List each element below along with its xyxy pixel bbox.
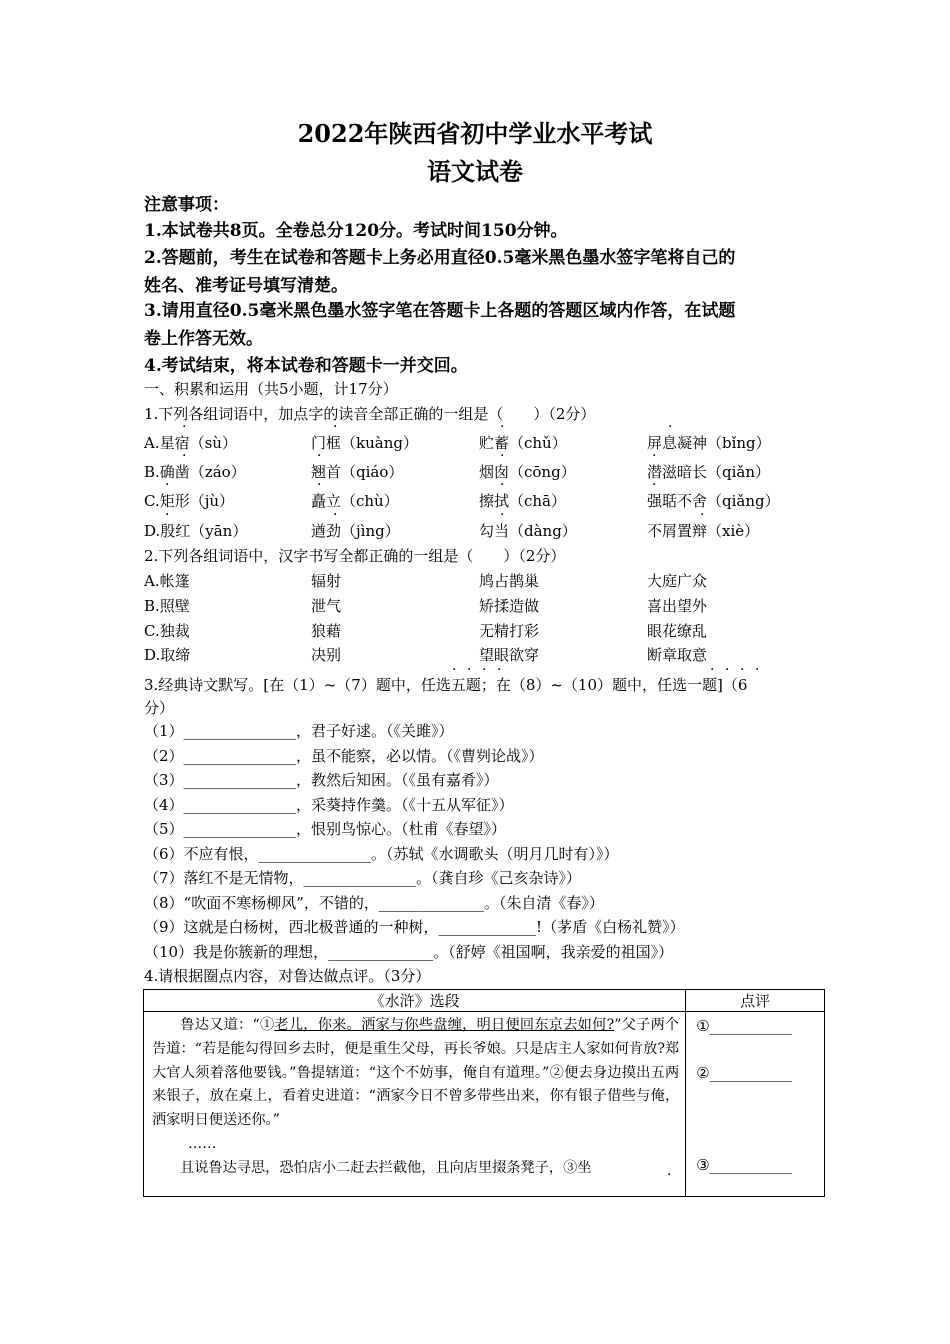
dictation-line: （8）“吹面不寒杨柳风”，不错的，______________。（朱自清《春》） bbox=[144, 894, 604, 912]
commentary-table bbox=[143, 989, 825, 1197]
option-d-3: 勾当（dàng） bbox=[479, 522, 577, 540]
emphasis-dot: · bbox=[333, 507, 338, 523]
passage-ellipsis: …… bbox=[188, 1135, 217, 1152]
option-c-2: 狼藉 bbox=[311, 622, 342, 640]
emphasis-dot: · bbox=[652, 448, 657, 464]
emphasis-dot: · bbox=[755, 662, 760, 678]
option-d-1: D.取缔 bbox=[144, 646, 191, 664]
emphasis-dot: · bbox=[482, 662, 487, 678]
option-b-4: 喜出望外 bbox=[647, 597, 708, 615]
question-4-stem: 4.请根据圈点内容，对鲁达做点评。（3分） bbox=[144, 967, 431, 985]
comment-cell bbox=[686, 1012, 825, 1197]
dictation-line: （6）不应有恨，_______________。（苏轼《水调歌头（明月几时有）》） bbox=[144, 845, 619, 863]
emphasis-dot: · bbox=[452, 662, 457, 678]
question-3-stem: 3.经典诗文默写。[在（1）~（7）题中，任选五题；在（8）~（10）题中，任选一题]（6 bbox=[144, 676, 748, 694]
emphasis-dot: · bbox=[500, 507, 505, 523]
option-a-1: A.帐篷 bbox=[144, 572, 190, 590]
exam-subtitle: 语文试卷 bbox=[427, 157, 523, 186]
passage-paragraph-2: 且说鲁达寻思，恐怕店小二赶去拦截他，且向店里掇条凳子，③坐 bbox=[180, 1159, 592, 1176]
option-a-2: 辐射 bbox=[311, 572, 342, 590]
option-b-1: B.确凿（záo） bbox=[144, 463, 246, 481]
emphasis-dot: · bbox=[500, 419, 505, 435]
option-b-2: 翘首（qiáo） bbox=[311, 463, 404, 481]
emphasis-dot: · bbox=[467, 662, 472, 678]
option-b-3: 烟囱（cōng） bbox=[479, 463, 576, 481]
notice-item: 卷上作答无效。 bbox=[144, 329, 263, 349]
table-header-comment: 点评 bbox=[686, 990, 825, 1012]
option-c-4: 强聒不舍（qiǎng） bbox=[647, 492, 780, 510]
exam-title: 2022年陕西省初中学业水平考试 bbox=[297, 119, 653, 148]
option-d-4: 不屑置辩（xiè） bbox=[647, 522, 760, 540]
table-header-passage: 《水浒》选段 bbox=[144, 990, 686, 1012]
emphasis-dot: · bbox=[497, 662, 502, 678]
emphasis-dot: · bbox=[725, 662, 730, 678]
notice-item: 1.本试卷共8页。全卷总分120分。考试时间150分钟。 bbox=[144, 221, 568, 241]
emphasis-dot: · bbox=[165, 477, 170, 493]
option-d-2: 决别 bbox=[311, 646, 342, 664]
option-d-3: 望眼欲穿 bbox=[479, 646, 540, 664]
passage-paragraph-1: 鲁达又道：“①老儿，你来。洒家与你些盘缠，明日便回东京去如何?”父子两个告道：“若是能勾得回乡去时，便是重生父母，再长爷娘。只是店主人家如何肯放?郑大官人须着落他要钱。”鲁提辖道：“这个不妨事，俺自有道理。”②便去身边摸出五两来银子，放在桌上，看着史进道：“洒家今日不曾多带些出来，你有银子借些与俺，洒家明日便送还你。” bbox=[152, 1017, 680, 1129]
notice-item: 4.考试结束，将本试卷和答题卡一并交回。 bbox=[144, 356, 468, 376]
emphasis-dot: · bbox=[182, 419, 187, 435]
emphasis-dot: · bbox=[667, 1167, 672, 1183]
option-c-4: 眼花缭乱 bbox=[647, 622, 708, 640]
emphasis-dot: · bbox=[500, 448, 505, 464]
emphasis-dot: · bbox=[700, 507, 705, 523]
notice-item: 3.请用直径0.5毫米黑色墨水签字笔在答题卡上各题的答题区域内作答，在试题 bbox=[144, 301, 736, 321]
option-a-4: 大庭广众 bbox=[647, 572, 708, 590]
emphasis-dot: · bbox=[317, 477, 322, 493]
emphasis-dot: · bbox=[333, 419, 338, 435]
option-d-4: 断章取意 bbox=[647, 646, 708, 664]
option-c-3: 擦拭（chā） bbox=[479, 492, 567, 510]
dictation-line: （3）_______________，教然后知困。（《虽有嘉肴》） bbox=[144, 771, 499, 789]
option-a-4: 屏息凝神（bǐng） bbox=[647, 434, 771, 452]
underlined-quote: 老儿，你来。洒家与你些盘缠，明日便回东京去如何? bbox=[274, 1017, 615, 1033]
dictation-line: （7）落红不是无情物，_______________。（龚自珍《己亥杂诗》） bbox=[144, 869, 582, 887]
option-d-2: 遒劲（jìng） bbox=[311, 522, 400, 540]
option-a-3: 贮蓄（chǔ） bbox=[479, 434, 567, 452]
comment-blank-3[interactable]: ③___________ bbox=[696, 1156, 793, 1174]
option-c-1: C.独裁 bbox=[144, 622, 190, 640]
emphasis-dot: · bbox=[165, 507, 170, 523]
question-1-stem: 1.下列各组词语中，加点字的读音全部正确的一组是（ ）（2分） bbox=[144, 405, 596, 423]
option-c-2: 矗立（chù） bbox=[311, 492, 399, 510]
emphasis-dot: · bbox=[668, 419, 673, 435]
option-d-1: D.殷红（yān） bbox=[144, 522, 248, 540]
comment-blank-1[interactable]: ①___________ bbox=[696, 1017, 793, 1035]
emphasis-dot: · bbox=[500, 477, 505, 493]
dictation-line: （10）我是你簇新的理想，______________。（舒婷《祖国啊，我亲爱的祖国》） bbox=[144, 943, 674, 961]
option-b-4: 潜滋暗长（qiǎn） bbox=[647, 463, 771, 481]
question-3-stem-cont: 分） bbox=[144, 699, 175, 717]
notice-item: 姓名、准考证号填写清楚。 bbox=[144, 276, 348, 296]
option-a-2: 门框（kuàng） bbox=[311, 434, 418, 452]
option-a-1: A.星宿（sù） bbox=[144, 434, 237, 452]
emphasis-dot: · bbox=[652, 477, 657, 493]
emphasis-dot: · bbox=[182, 448, 187, 464]
dictation-line: （5）_______________，恨别鸟惊心。（杜甫《春望》） bbox=[144, 820, 507, 838]
notice-item: 2.答题前，考生在试卷和答题卡上务必用直径0.5毫米黑色墨水签字笔将自己的 bbox=[144, 248, 736, 268]
comment-blank-2[interactable]: ②___________ bbox=[696, 1064, 793, 1082]
dictation-line: （9）这就是白杨树，西北极普通的一种树，_____________!（茅盾《白杨礼赞》） bbox=[144, 918, 685, 936]
dictation-line: （4）_______________，采葵持作羹。（《十五从军征》） bbox=[144, 796, 514, 814]
passage-cell bbox=[144, 1012, 686, 1197]
dictation-line: （2）_______________，虽不能察，必以情。（《曹刿论战》） bbox=[144, 747, 544, 765]
option-c-3: 无精打彩 bbox=[479, 622, 540, 640]
option-c-1: C.矩形（jù） bbox=[144, 492, 235, 510]
emphasis-dot: · bbox=[317, 448, 322, 464]
option-b-3: 矫揉造做 bbox=[479, 597, 540, 615]
option-b-2: 泄气 bbox=[311, 597, 342, 615]
option-b-1: B.照壁 bbox=[144, 597, 190, 615]
emphasis-dot: · bbox=[740, 662, 745, 678]
section-heading: 一、积累和运用（共5小题，计17分） bbox=[144, 380, 398, 398]
option-a-3: 鸠占鹊巢 bbox=[479, 572, 540, 590]
question-2-stem: 2.下列各组词语中，汉字书写全都正确的一组是（ ）（2分） bbox=[144, 547, 566, 565]
dictation-line: （1）_______________，君子好逑。（《关雎》） bbox=[144, 722, 454, 740]
emphasis-dot: · bbox=[710, 662, 715, 678]
notice-heading: 注意事项： bbox=[144, 195, 229, 215]
